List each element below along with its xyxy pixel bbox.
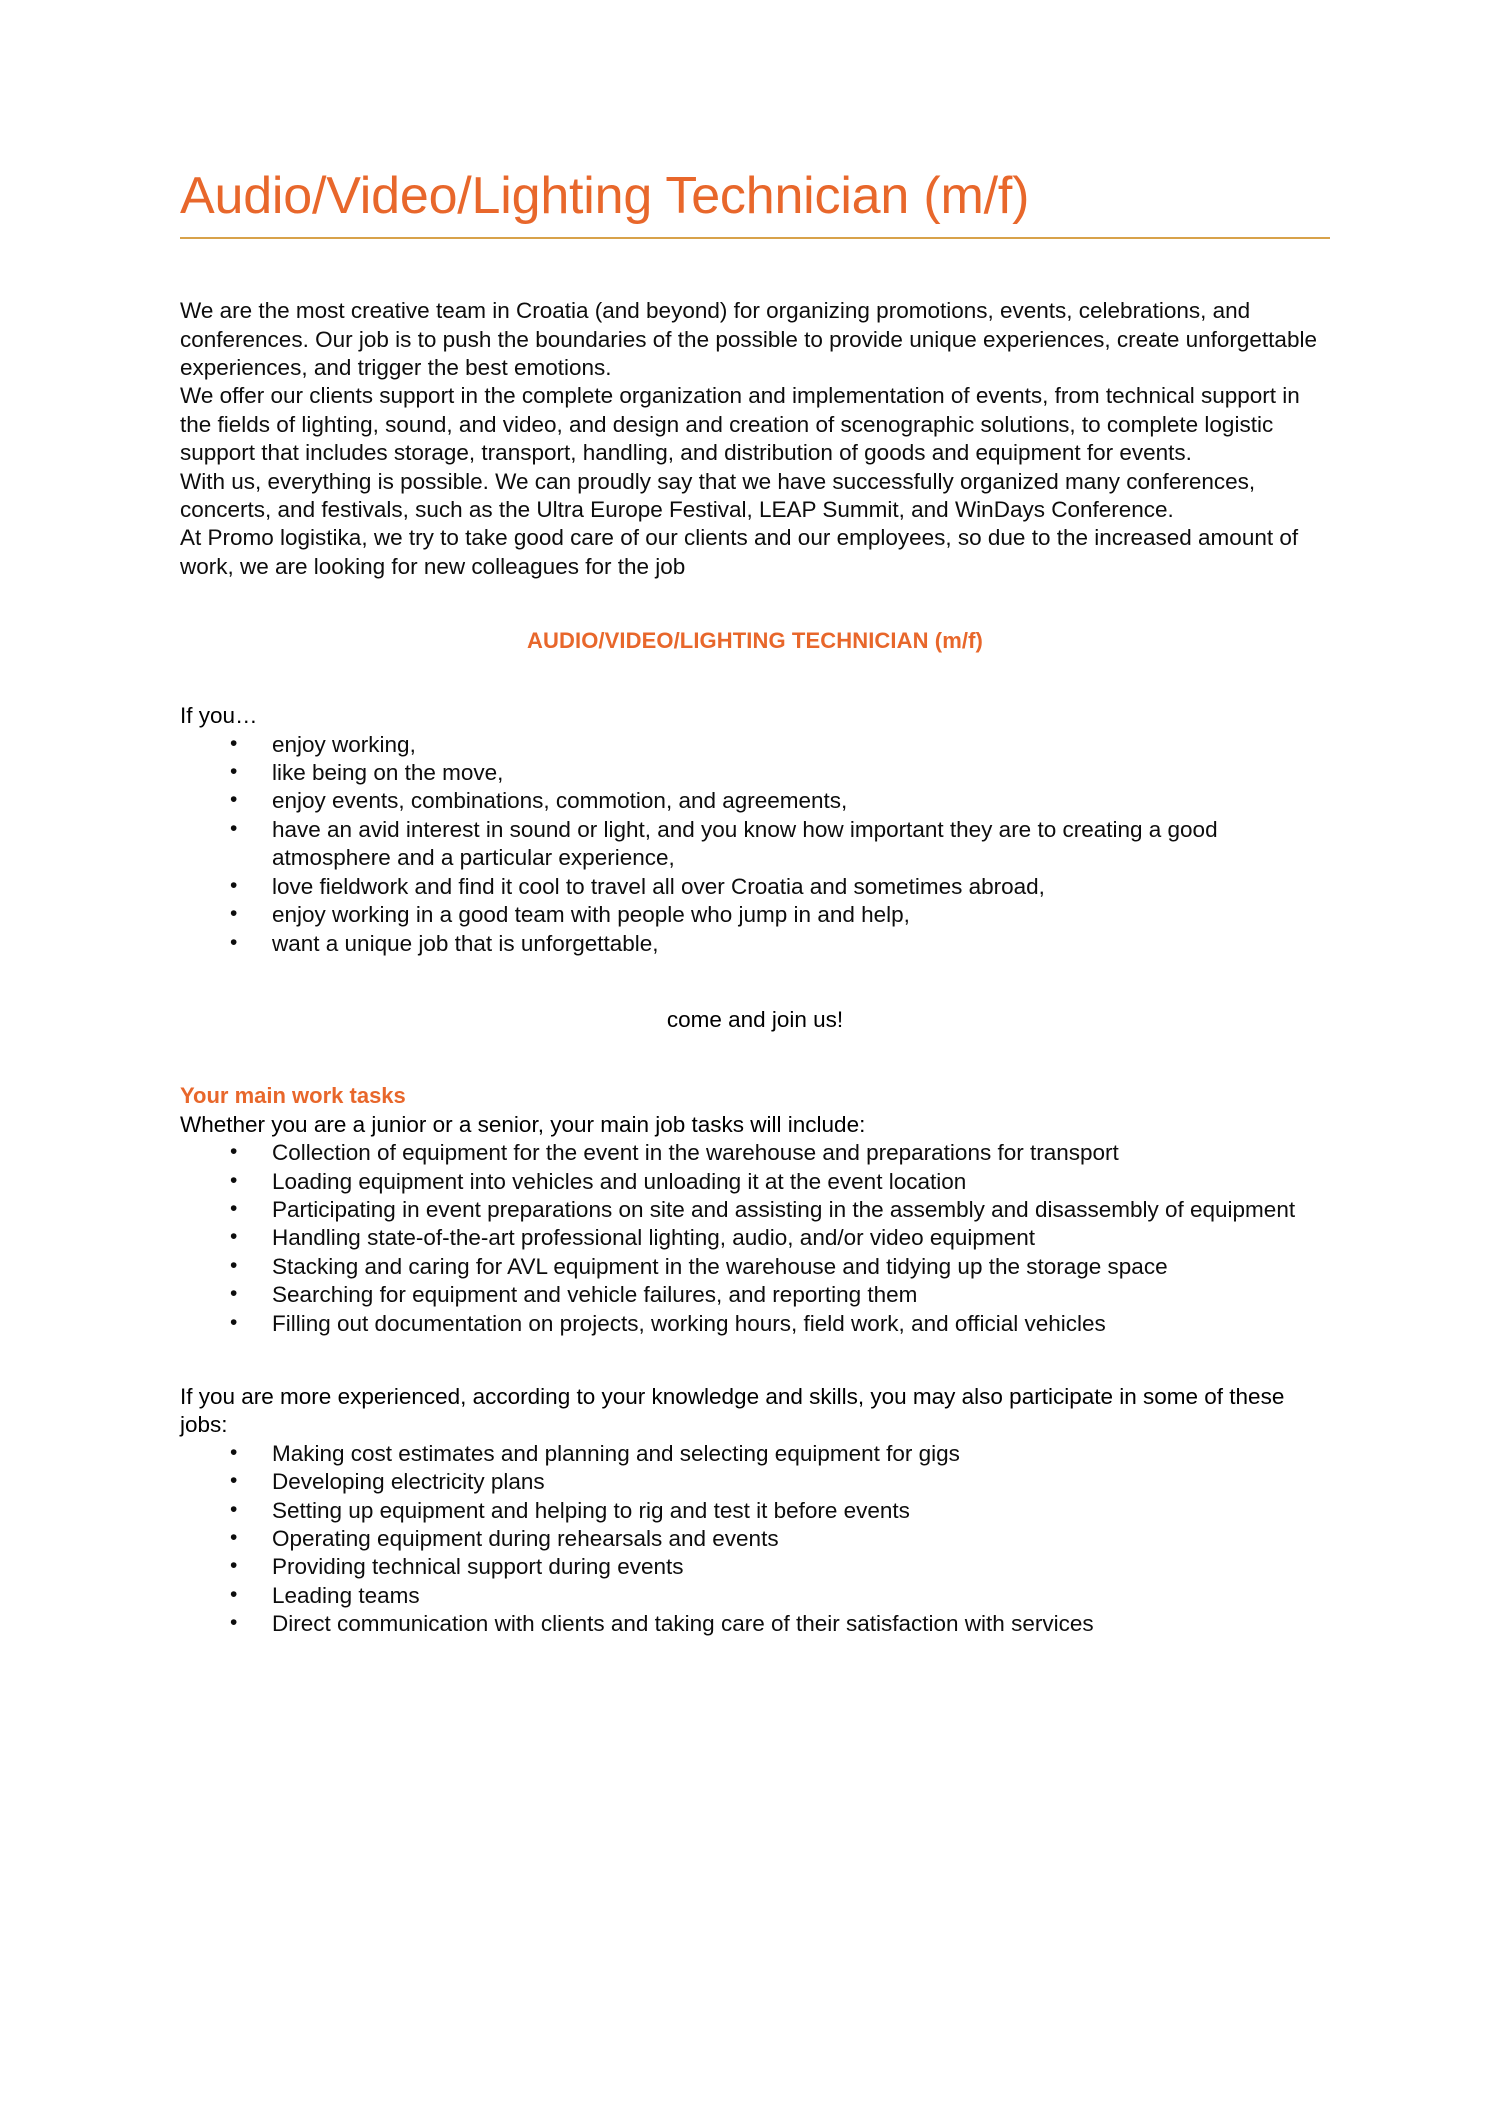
list-item: • enjoy events, combinations, commotion, and agreements, — [180, 787, 1330, 815]
list-item: • Filling out documentation on projects, working hours, field work, and official vehicles — [180, 1310, 1330, 1338]
main-tasks-heading: Your main work tasks — [180, 1083, 406, 1109]
requirements-list — [180, 731, 1330, 958]
list-item: • like being on the move, — [180, 759, 1330, 787]
list-item: • Loading equipment into vehicles and unloading it at the event location — [180, 1168, 1330, 1196]
list-item: • enjoy working in a good team with people who jump in and help, — [180, 901, 1330, 929]
list-item: • Providing technical support during events — [180, 1553, 1330, 1581]
intro-section — [180, 297, 1330, 581]
list-item: • Developing electricity plans — [180, 1468, 1330, 1496]
title-divider — [180, 237, 1330, 239]
list-item: • Participating in event preparations on site and assisting in the assembly and disassembly of equipment — [180, 1196, 1330, 1224]
intro-paragraph-4: At Promo logistika, we try to take good care of our clients and our employees, so due to the increased amount of work, we are looking for new colleagues for the job — [180, 525, 1299, 579]
page-title: Audio/Video/Lighting Technician (m/f) — [180, 167, 1030, 225]
experienced-tasks-list — [180, 1440, 1330, 1639]
document-content — [180, 0, 1330, 1639]
list-item: • Handling state-of-the-art professional lighting, audio, and/or video equipment — [180, 1224, 1330, 1252]
list-item: • Stacking and caring for AVL equipment in the warehouse and tidying up the storage space — [180, 1253, 1330, 1281]
intro-paragraph-2: We offer our clients support in the complete organization and implementation of events, from technical support in the fields of lighting, sound, and video, and design and creation of scenographic solutions, to complete logistic support that includes storage, transport, handling, and distribution of goods and equipment for events. — [180, 383, 1300, 466]
list-item: • Collection of equipment for the event in the warehouse and preparations for transport — [180, 1139, 1330, 1167]
call-to-action: come and join us! — [666, 1006, 844, 1032]
intro-paragraph-3: With us, everything is possible. We can proudly say that we have successfully organized many conferences, concerts, and festivals, such as the Ultra Europe Festival, LEAP Summit, and WinDays Conference. — [180, 468, 1256, 523]
list-item: • Searching for equipment and vehicle failures, and reporting them — [180, 1281, 1330, 1309]
intro-paragraph-1: We are the most creative team in Croatia (and beyond) for organizing promotions, events, celebrations, and conferences. Our job is to push the boundaries of the possible to provide unique experiences, create unforgettable experiences, and trigger the best emotions. — [180, 298, 1317, 380]
list-item: • Setting up equipment and helping to rig and test it before events — [180, 1497, 1330, 1525]
requirements-lead-in: If you… — [180, 703, 258, 729]
list-item: • Leading teams — [180, 1582, 1330, 1610]
list-item: • Making cost estimates and planning and selecting equipment for gigs — [180, 1440, 1330, 1468]
job-title-heading: AUDIO/VIDEO/LIGHTING TECHNICIAN (m/f) — [527, 628, 983, 654]
list-item: • want a unique job that is unforgettable, — [180, 930, 1330, 958]
list-item: • have an avid interest in sound or light, and you know how important they are to creating a good atmosphere and a particular experience, — [180, 816, 1330, 873]
main-tasks-list — [180, 1139, 1330, 1338]
list-item: • love fieldwork and find it cool to travel all over Croatia and sometimes abroad, — [180, 873, 1330, 901]
list-item: • enjoy working, — [180, 731, 1330, 759]
main-tasks-lead-in: Whether you are a junior or a senior, your main job tasks will include: — [180, 1111, 866, 1137]
list-item: • Direct communication with clients and taking care of their satisfaction with services — [180, 1610, 1330, 1638]
experienced-tasks-lead-in: If you are more experienced, according to your knowledge and skills, you may also participate in some of these jobs: — [180, 1383, 1285, 1438]
list-item: • Operating equipment during rehearsals and events — [180, 1525, 1330, 1553]
